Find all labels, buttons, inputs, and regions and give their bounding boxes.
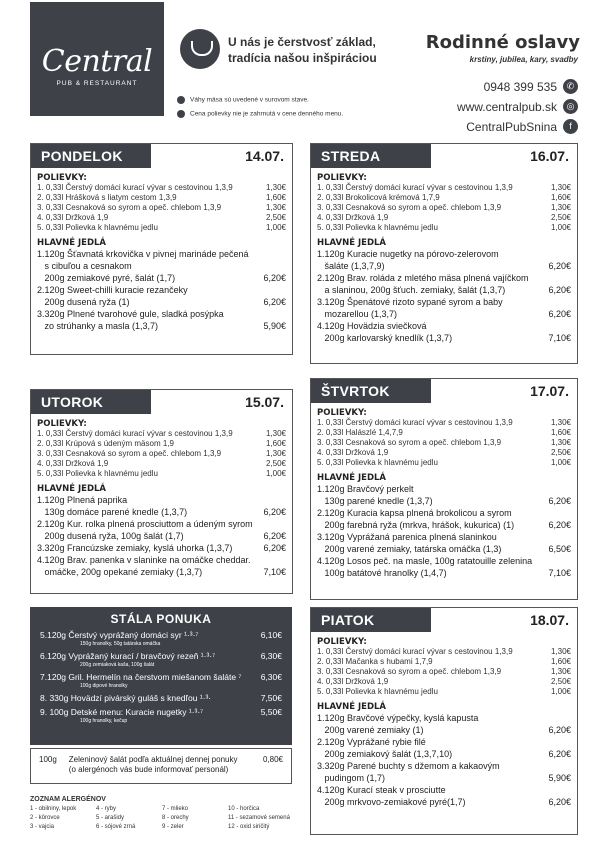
soup-price: 1,60€ [265, 193, 286, 202]
offer-text [40, 672, 242, 690]
offer-name: 7.120g Gril. Hermelín na čerstvom miešanom šaláte ⁷ [40, 672, 242, 682]
day-header [311, 608, 577, 632]
offer-side: 200g zemiaková kaša, 100g šalát [80, 662, 155, 668]
day-name: STREDA [311, 144, 431, 168]
dish-name: 1.120g Bravčový perkelt 130g parené knedle (1,3,7) [317, 484, 433, 506]
main-dish-item [317, 531, 571, 555]
main-dish-item [317, 784, 571, 808]
day-date: 16.07. [530, 148, 569, 164]
dish-name: 4.120g Kurací steak v prosciutte 200g mrkvovo-zemiakové pyré(1,7) [317, 785, 466, 807]
main-dish-item [317, 760, 571, 784]
soup-price: 1,30€ [265, 183, 286, 192]
dish-name: 1.120g Plnená paprika 130g domáce parené knedle (1,3,7) [37, 495, 188, 517]
soup-price: 1,30€ [550, 438, 571, 447]
day-date: 17.07. [530, 383, 569, 399]
main-dish-item [317, 712, 571, 736]
main-dish-item [317, 507, 571, 531]
soup-price: 2,50€ [550, 213, 571, 222]
standing-offer-title: STÁLA PONUKA [110, 612, 212, 626]
allergen-item: 8 - orechy [162, 815, 189, 821]
soup-price: 1,00€ [550, 687, 571, 696]
soup-name: 5. 0,33l Polievka k hlavnému jedlu [317, 687, 438, 696]
dish-price: 6,20€ [548, 496, 571, 506]
soup-name: 3. 0,33l Cesnaková so syrom a opeč. chlebom 1,3,9 [317, 667, 502, 676]
main-dish-item [317, 320, 571, 344]
dish-price: 6,20€ [263, 297, 286, 307]
main-dish-item [317, 483, 571, 507]
soup-price: 1,00€ [265, 469, 286, 478]
soups-heading: POLIEVKY: [37, 173, 87, 183]
soup-item [37, 429, 286, 439]
soup-name: 3. 0,33l Cesnaková so syrom a opeč. chlebom 1,3,9 [317, 203, 502, 212]
main-dish-item [317, 272, 571, 296]
dish-name: 3.120g Vyprážaná parenica plnená slaninkou 200g varené zemiaky, tatárska omáčka (1,3) [317, 532, 502, 554]
soup-name: 5. 0,33l Polievka k hlavnému jedlu [317, 458, 438, 467]
soup-price: 1,30€ [265, 203, 286, 212]
soup-price: 1,00€ [550, 458, 571, 467]
dish-name: 4.120g Brav. panenka v slaninke na omáčke cheddar. omáčke, 200g opekané zemiaky (1,3,7) [37, 555, 251, 577]
soup-item [37, 183, 286, 193]
offer-price: 5,50€ [260, 707, 282, 717]
offer-text [40, 651, 215, 669]
soup-price: 1,30€ [265, 449, 286, 458]
soup-price: 2,50€ [265, 213, 286, 222]
standing-offer-item [40, 693, 282, 704]
day-menu-utorok [30, 389, 293, 594]
soup-item [37, 213, 286, 223]
dish-name: 3.320g Plnené tvarohové gule, sladká posýpka zo strúhanky a masla (1,3,7) [37, 309, 224, 331]
phone-contact[interactable]: 0948 399 535 ✆ [484, 79, 578, 94]
dish-price: 6,20€ [263, 543, 286, 553]
salad-text: Zeleninový šalát podľa aktuálnej dennej ponuky (o alergénoch vás bude informovať personál) [68, 755, 238, 774]
soup-item [317, 448, 571, 458]
dish-name: 1.120g Kuracie nugetky na pórovo-zelerovom šaláte (1,3,7,9) [317, 249, 499, 271]
soup-item [37, 469, 286, 479]
allergen-item: 11 - sezamové semená [228, 815, 290, 821]
family-celebrations-subtitle: krstiny, jubilea, kary, svadby [469, 55, 578, 64]
day-date: 14.07. [245, 148, 284, 164]
day-name: PONDELOK [31, 144, 151, 168]
dish-name: 1.120g Šťavnatá krkovička v pivnej marináde pečená s cibuľou a cesnakom 200g zemiakové pyré, šalát (1,7) [37, 249, 249, 283]
offer-price: 6,30€ [260, 651, 282, 661]
main-dish-item [317, 296, 571, 320]
day-header [311, 379, 577, 403]
day-menu-streda [310, 143, 578, 364]
main-dish-item [37, 542, 286, 554]
soup-item [37, 439, 286, 449]
soup-price: 1,60€ [550, 193, 571, 202]
dish-price: 7,10€ [548, 333, 571, 343]
soup-price: 1,60€ [550, 428, 571, 437]
soup-item [37, 459, 286, 469]
allergen-item: 3 - vajcia [30, 824, 55, 830]
soup-item [317, 418, 571, 428]
food-bowl-icon [180, 29, 220, 69]
main-dish-item [37, 518, 286, 542]
main-dish-item [37, 494, 286, 518]
dish-price: 6,20€ [263, 507, 286, 517]
main-dish-item [317, 736, 571, 760]
standing-offer-panel [30, 607, 292, 745]
soup-price: 1,60€ [265, 439, 286, 448]
soup-price: 2,50€ [550, 677, 571, 686]
dish-price: 5,90€ [263, 321, 286, 331]
allergen-item: 2 - kôrovce [30, 815, 60, 821]
allergen-item: 12 - oxid siričitý [228, 824, 270, 830]
offer-name: 5.120g Čerstvý vyprážaný domáci syr ¹·³·⁷ [40, 630, 199, 640]
soup-price: 1,30€ [550, 203, 571, 212]
soup-name: 5. 0,33l Polievka k hlavnému jedlu [317, 223, 438, 232]
standing-offer-item [40, 672, 282, 690]
main-dish-item [37, 308, 286, 332]
day-date: 15.07. [245, 394, 284, 410]
main-dish-item [37, 284, 286, 308]
note-weights: Váhy mäsa sú uvedené v surovom stave. [177, 96, 309, 104]
soup-price: 2,50€ [550, 448, 571, 457]
offer-text [40, 630, 198, 648]
soup-name: 3. 0,33l Cesnaková so syrom a opeč. chlebom 1,3,9 [37, 449, 222, 458]
dish-price: 7,10€ [263, 567, 286, 577]
soup-name: 2. 0,33l Krúpová s údeným mäsom 1,9 [37, 439, 174, 448]
offer-side: 150g hranolky, 50g tatárska omáčka [80, 641, 161, 647]
offer-price: 7,50€ [260, 693, 282, 703]
soup-name: 2. 0,33l Brokolicová krémová 1,7,9 [317, 193, 440, 202]
offer-text [40, 707, 203, 725]
allergen-item: 4 - ryby [96, 806, 117, 812]
dish-name: 3.320g Francúzske zemiaky, kyslá uhorka (1,3,7) [37, 543, 233, 553]
soup-price: 2,50€ [265, 459, 286, 468]
soup-name: 5. 0,33l Polievka k hlavnému jedlu [37, 223, 158, 232]
standing-offer-item [40, 707, 282, 725]
note-soup-price: Cena polievky nie je zahrnutá v cene denného menu. [177, 110, 343, 118]
dish-name: 3.120g Špenátové rizoto sypané syrom a baby mozarellou (1,3,7) [317, 297, 503, 319]
day-menu-pondelok [30, 143, 293, 355]
soup-name: 1. 0,33l Čerstvý domáci kurací vývar s cestovinou 1,3,9 [317, 418, 513, 427]
main-dish-item [37, 554, 286, 578]
dish-name: 4.120g Hovädzia sviečková 200g karlovarský knedlík (1,3,7) [317, 321, 453, 343]
soups-heading: POLIEVKY: [317, 637, 367, 647]
soup-item [317, 213, 571, 223]
day-menu-stvrtok [310, 378, 578, 600]
dish-price: 6,20€ [548, 309, 571, 319]
family-celebrations-title: Rodinné oslavy [425, 32, 580, 53]
soups-heading: POLIEVKY: [37, 419, 87, 429]
soup-item [37, 223, 286, 233]
allergen-list [30, 796, 300, 832]
soup-name: 1. 0,33l Čerstvý domáci kurací vývar s cestovinou 1,3,9 [317, 183, 513, 192]
soup-name: 3. 0,33l Cesnaková so syrom a opeč. chlebom 1,3,9 [37, 203, 222, 212]
allergen-item: 5 - arašidy [96, 815, 125, 821]
soup-item [317, 687, 571, 697]
facebook-icon: f [563, 119, 578, 134]
dish-name: 2.120g Brav. roláda z mletého mäsa plnená vajíčkom a slaninou, 200g šťuch. zemiaky, šalát (1,3,7) [317, 273, 529, 295]
allergen-title: ZOZNAM ALERGÉNOV [30, 796, 106, 803]
allergen-item: 7 - mlieko [162, 806, 189, 812]
soup-item [317, 203, 571, 213]
day-header [311, 144, 577, 168]
mains-heading: HLAVNÉ JEDLÁ [317, 473, 387, 483]
day-name: PIATOK [311, 608, 431, 632]
soup-price: 1,30€ [550, 647, 571, 656]
salad-price: 0,80€ [262, 755, 283, 764]
soup-price: 1,30€ [550, 418, 571, 427]
phone-icon: ✆ [563, 79, 578, 94]
standing-offer-item [40, 651, 282, 669]
day-name: ŠTVRTOK [311, 379, 431, 403]
dish-name: 2.120g Sweet-chilli kuracie rezančeky 200g dusená ryža (1) [37, 285, 188, 307]
soups-heading: POLIEVKY: [317, 408, 367, 418]
soup-name: 4. 0,33l Držková 1,9 [317, 448, 389, 457]
day-name: UTOROK [31, 390, 151, 414]
day-header [31, 144, 292, 168]
logo-subtitle: PUB & RESTAURANT [56, 80, 138, 87]
soup-price: 1,00€ [550, 223, 571, 232]
soup-name: 4. 0,33l Držková 1,9 [317, 677, 389, 686]
soup-price: 1,30€ [550, 183, 571, 192]
web-contact[interactable]: www.centralpub.sk ◎ [457, 99, 578, 114]
soup-price: 1,60€ [550, 657, 571, 666]
soup-item [317, 183, 571, 193]
info-dot-icon [177, 96, 185, 104]
soup-item [317, 428, 571, 438]
soup-name: 2. 0,33l Hrášková s liatym cestom 1,3,9 [37, 193, 177, 202]
facebook-contact[interactable]: CentralPubSnina f [466, 119, 578, 134]
soup-name: 1. 0,33l Čerstvý domáci kurací vývar s cestovinou 1,3,9 [37, 183, 233, 192]
dish-price: 6,20€ [548, 285, 571, 295]
restaurant-logo [30, 2, 164, 116]
dish-price: 6,20€ [263, 273, 286, 283]
main-dish-item [317, 248, 571, 272]
soup-item [317, 458, 571, 468]
allergen-item: 9 - zeler [162, 824, 184, 830]
mains-heading: HLAVNÉ JEDLÁ [37, 238, 107, 248]
dish-name: 4.120g Losos peč. na masle, 100g ratatouille zelenina 100g batátové hranolky (1,4,7) [317, 556, 533, 578]
dish-price: 5,90€ [548, 773, 571, 783]
standing-offer-item [40, 630, 282, 648]
offer-name: 9. 100g Detské menu: Kuracie nugetky ¹·³·⁷ [40, 707, 204, 717]
soup-name: 2. 0,33l Halászlé 1,4,7,9 [317, 428, 403, 437]
offer-name: 8. 330g Hovädzí pivárský guláš s knedľou ¹·³· [40, 693, 212, 703]
logo-name: Central [41, 44, 153, 79]
soup-item [37, 203, 286, 213]
soup-item [317, 657, 571, 667]
offer-price: 6,30€ [260, 672, 282, 682]
soup-item [317, 647, 571, 657]
dish-price: 6,20€ [548, 797, 571, 807]
offer-price: 6,10€ [260, 630, 282, 640]
mains-heading: HLAVNÉ JEDLÁ [37, 484, 107, 494]
info-dot-icon [177, 110, 185, 118]
soup-item [37, 449, 286, 459]
day-date: 18.07. [530, 612, 569, 628]
soup-name: 4. 0,33l Držková 1,9 [317, 213, 389, 222]
dish-price: 6,20€ [548, 749, 571, 759]
day-menu-piatok [310, 607, 578, 835]
soup-price: 1,30€ [265, 429, 286, 438]
dish-price: 6,50€ [548, 544, 571, 554]
tagline: U nás je čerstvosť základ, tradícia našou inšpiráciou [228, 35, 377, 65]
salad-offer [30, 748, 292, 784]
soup-item [317, 438, 571, 448]
allergen-item: 1 - obilniny, lepok [30, 806, 77, 812]
soup-price: 1,30€ [550, 667, 571, 676]
dish-price: 6,20€ [263, 531, 286, 541]
dish-price: 6,20€ [548, 261, 571, 271]
dish-price: 7,10€ [548, 568, 571, 578]
soup-item [37, 193, 286, 203]
soup-name: 3. 0,33l Cesnaková so syrom a opeč. chlebom 1,3,9 [317, 438, 502, 447]
dish-name: 3.320g Parené buchty s džemom a kakaovým pudingom (1,7) [317, 761, 500, 783]
soup-name: 4. 0,33l Držková 1,9 [37, 459, 109, 468]
dish-price: 6,20€ [548, 725, 571, 735]
offer-side: 100g hranolky, kečup [80, 718, 128, 724]
dish-price: 6,20€ [548, 520, 571, 530]
salad-weight: 100g [39, 755, 57, 764]
main-dish-item [317, 555, 571, 579]
soup-name: 1. 0,33l Čerstvý domáci kurací vývar s cestovinou 1,3,9 [37, 429, 233, 438]
soup-item [317, 193, 571, 203]
soup-item [317, 677, 571, 687]
offer-side: 100g dipové hranolky [80, 683, 128, 689]
allergen-item: 6 - sójové zrná [96, 824, 136, 830]
dish-name: 2.120g Kuracia kapsa plnená brokolicou a syrom 200g farebná ryža (mrkva, hrášok, kukurica) (1) [317, 508, 515, 530]
soup-name: 4. 0,33l Držková 1,9 [37, 213, 109, 222]
soup-item [317, 667, 571, 677]
soup-price: 1,00€ [265, 223, 286, 232]
soup-name: 5. 0,33l Polievka k hlavnému jedlu [37, 469, 158, 478]
globe-icon: ◎ [563, 99, 578, 114]
allergen-item: 10 - horčica [228, 806, 260, 812]
soup-name: 2. 0,33l Mačanka s hubami 1,7,9 [317, 657, 433, 666]
soup-item [317, 223, 571, 233]
dish-name: 2.120g Vyprážané rybie filé 200g zemiakový šalát (1,3,7,10) [317, 737, 453, 759]
day-header [31, 390, 292, 414]
offer-name: 6.120g Vyprážaný kurací / bravčový rezeň ¹·³·⁷ [40, 651, 216, 661]
soup-name: 1. 0,33l Čerstvý domáci kurací vývar s cestovinou 1,3,9 [317, 647, 513, 656]
dish-name: 2.120g Kur. rolka plnená prosciuttom a údeným syrom 200g dusená ryža, 100g šalát (1,7) [37, 519, 253, 541]
dish-name: 1.120g Bravčové výpečky, kyslá kapusta 200g varené zemiaky (1) [317, 713, 479, 735]
mains-heading: HLAVNÉ JEDLÁ [317, 702, 387, 712]
soups-heading: POLIEVKY: [317, 173, 367, 183]
main-dish-item [37, 248, 286, 284]
mains-heading: HLAVNÉ JEDLÁ [317, 238, 387, 248]
offer-text [40, 693, 211, 704]
